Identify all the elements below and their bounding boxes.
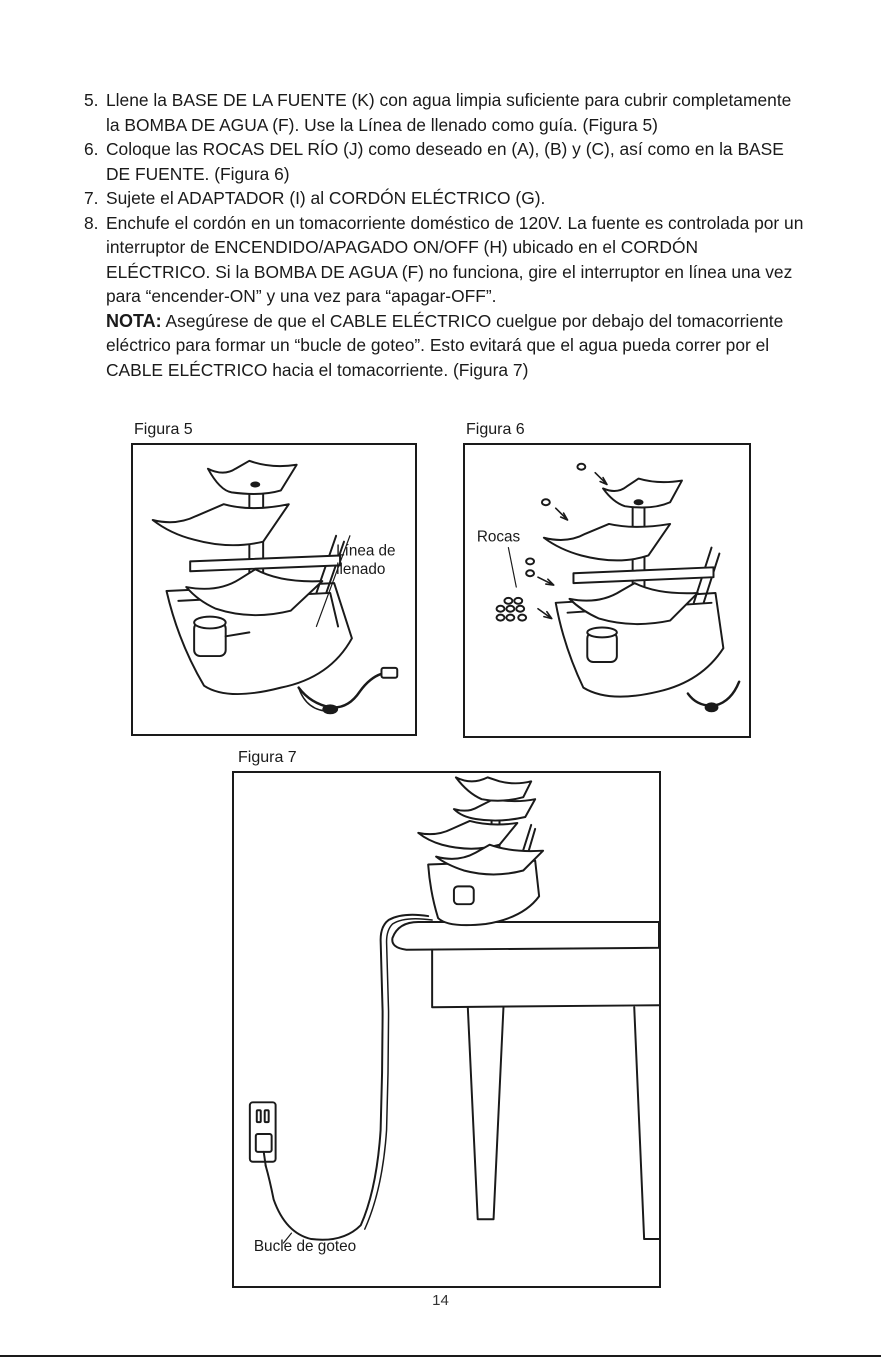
figure-5-label: Figura 5 [134, 421, 193, 438]
step-number: 6. [84, 139, 99, 159]
drip-loop-illustration [234, 773, 659, 1286]
note [106, 309, 804, 383]
fountain-fill-line-illustration [133, 445, 415, 734]
note-label: NOTA: [106, 310, 162, 331]
note-text: Asegúrese de que el CABLE ELÉCTRICO cuelgue por debajo del tomacorriente eléctrico para formar un “bucle de goteo”. Esto evitará que el agua pueda correr por el CABLE ELÉCTRICO hacia el tomacorriente. (Figura 7) [106, 310, 784, 380]
fill-line-callout-line1: Línea de [336, 542, 396, 560]
step-number: 5. [84, 90, 99, 110]
step-text: Coloque las ROCAS DEL RÍO (J) como deseado en (A), (B) y (C), así como en la BASE DE FUENTE. (Figura 6) [106, 139, 784, 184]
page-number: 14 [432, 1292, 449, 1309]
figure-7-label: Figura 7 [238, 749, 297, 766]
fill-line-callout-line2: llenado [336, 561, 386, 579]
step-7 [84, 186, 804, 211]
figure-7 [232, 771, 661, 1288]
instruction-steps [84, 88, 804, 382]
step-5 [84, 88, 804, 137]
step-number: 7. [84, 188, 99, 208]
figure-6-label: Figura 6 [466, 421, 525, 438]
step-text: Enchufe el cordón en un tomacorriente doméstico de 120V. La fuente es controlada por un interruptor de ENCENDIDO/APAGADO ON/OFF (H) ubicado en el CORDÓN ELÉCTRICO. Si la BOMBA DE AGUA (F) no funciona, gire el interruptor en línea una vez para “encender-ON” y una vez para “apagar-OFF”. [106, 212, 804, 306]
step-text: Sujete el ADAPTADOR (I) al CORDÓN ELÉCTRICO (G). [106, 188, 546, 208]
step-6 [84, 137, 804, 186]
drip-loop-callout: Bucle de goteo [253, 1237, 357, 1255]
step-8 [84, 211, 804, 383]
fountain-rocks-illustration [465, 445, 749, 736]
step-text: Llene la BASE DE LA FUENTE (K) con agua limpia suficiente para cubrir completamente la BOMBA DE AGUA (F). Use la Línea de llenado como guía. (Figura 5) [106, 90, 792, 135]
figure-6 [463, 443, 751, 738]
step-number: 8. [84, 212, 99, 233]
figure-5 [131, 443, 417, 736]
rocks-callout: Rocas [476, 528, 521, 546]
bottom-rule [0, 1355, 881, 1357]
